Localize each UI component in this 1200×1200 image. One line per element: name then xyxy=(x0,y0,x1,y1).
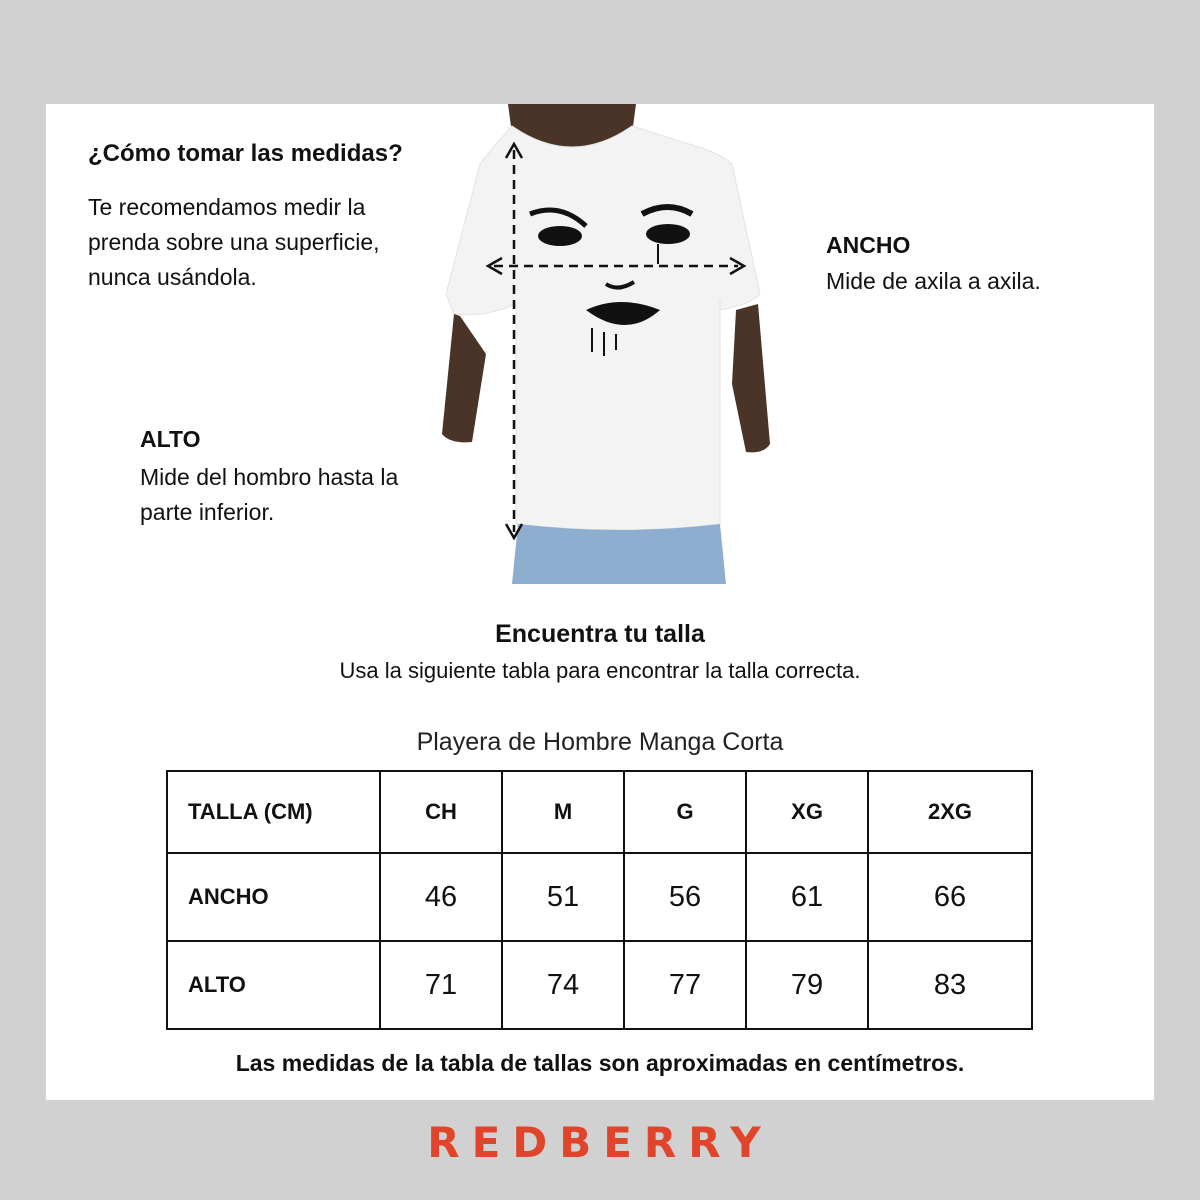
find-size-subtitle: Usa la siguiente tabla para encontrar la talla correcta. xyxy=(339,658,861,683)
how-to-measure-text: Te recomendamos medir la prenda sobre una superficie, nunca usándola. xyxy=(88,194,380,290)
header-cell: CH xyxy=(380,771,502,853)
table-cell: 56 xyxy=(624,853,746,941)
header-cell: G xyxy=(624,771,746,853)
how-to-measure-title: ¿Cómo tomar las medidas? xyxy=(88,140,403,167)
length-heading: ALTO xyxy=(140,426,201,452)
table-cell: 61 xyxy=(746,853,868,941)
row-label: ANCHO xyxy=(167,853,380,941)
table-row xyxy=(167,941,1032,1029)
table-header-row xyxy=(167,771,1032,853)
table-caption: Playera de Hombre Manga Corta xyxy=(416,728,784,756)
table-cell: 79 xyxy=(746,941,868,1029)
table-cell: 66 xyxy=(868,853,1032,941)
table-cell: 83 xyxy=(868,941,1032,1029)
header-cell: TALLA (CM) xyxy=(167,771,380,853)
size-guide-card xyxy=(46,104,1154,1100)
length-instruction: Mide del hombro hasta la parte inferior. xyxy=(140,464,399,525)
table-cell: 77 xyxy=(624,941,746,1029)
header-cell: 2XG xyxy=(868,771,1032,853)
tshirt-model-illustration xyxy=(420,104,780,584)
width-instruction: Mide de axila a axila. xyxy=(826,268,1041,294)
row-label: ALTO xyxy=(167,941,380,1029)
width-heading: ANCHO xyxy=(826,232,911,258)
find-size-title: Encuentra tu talla xyxy=(495,620,705,648)
table-cell: 71 xyxy=(380,941,502,1029)
table-row xyxy=(167,853,1032,941)
brand-logo: REDBERRY xyxy=(427,1118,773,1167)
table-cell: 46 xyxy=(380,853,502,941)
table-cell: 74 xyxy=(502,941,624,1029)
header-cell: XG xyxy=(746,771,868,853)
header-cell: M xyxy=(502,771,624,853)
table-cell: 51 xyxy=(502,853,624,941)
table-footnote: Las medidas de la tabla de tallas son aproximadas en centímetros. xyxy=(235,1050,965,1076)
size-table xyxy=(166,770,1033,1030)
